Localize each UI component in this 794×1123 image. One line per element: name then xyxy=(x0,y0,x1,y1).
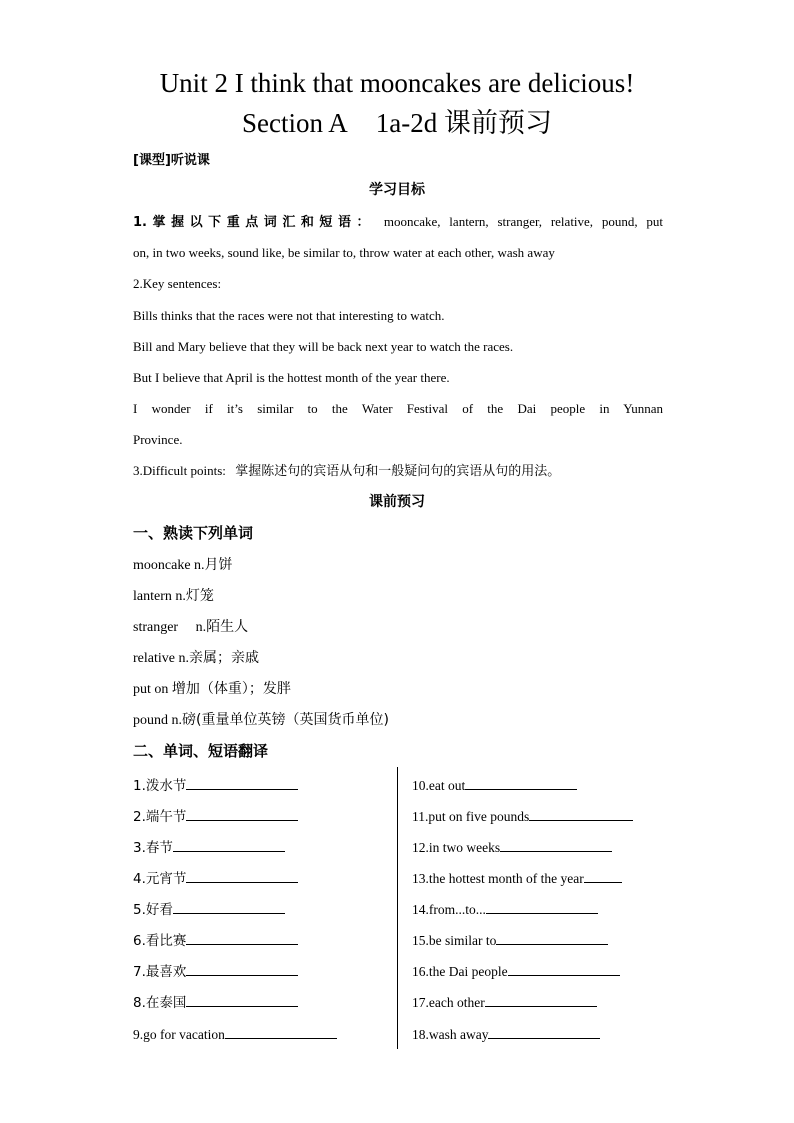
objective-1 xyxy=(133,213,663,232)
translation-item: 6.看比赛 xyxy=(133,930,298,950)
vocab-item: pound n.磅(重量单位英镑（英国货币单位) xyxy=(133,712,389,728)
translation-item: 13.the hottest month of the year xyxy=(412,868,622,888)
section-range: 1a-2d 课前预习 xyxy=(375,108,552,138)
translation-item: 15.be similar to xyxy=(412,930,608,950)
key-sentence-3: But I believe that April is the hottest month of the year there. xyxy=(133,370,450,385)
answer-blank[interactable] xyxy=(173,837,285,852)
translation-item: 2.端午节 xyxy=(133,806,298,826)
translation-item: 7.最喜欢 xyxy=(133,961,298,981)
objective-1-label: 1.掌握以下重点词汇和短语： xyxy=(133,215,376,230)
vocab-item: lantern n.灯笼 xyxy=(133,588,214,604)
answer-blank[interactable] xyxy=(186,930,298,945)
preview-heading: 课前预习 xyxy=(369,494,425,510)
column-divider xyxy=(397,767,398,1049)
key-sentence-4: I wonder if it’s similar to the Water Festival of the Dai people in Yunnan xyxy=(133,401,663,416)
answer-blank[interactable] xyxy=(186,806,298,821)
translation-item: 12.in two weeks xyxy=(412,837,612,857)
objective-3 xyxy=(133,462,663,481)
unit-title: Unit 2 I think that mooncakes are delicious! xyxy=(159,68,635,98)
section-label: Section A xyxy=(242,108,348,138)
answer-blank[interactable] xyxy=(485,992,597,1007)
translation-item: 18.wash away xyxy=(412,1024,600,1044)
answer-blank[interactable] xyxy=(500,837,612,852)
answer-blank[interactable] xyxy=(486,899,598,914)
translation-item: 10.eat out xyxy=(412,775,577,795)
section-1-title: 一、熟读下列单词 xyxy=(133,524,254,542)
objective-1-text-a: mooncake, lantern, stranger, relative, pound, put xyxy=(383,214,664,229)
answer-blank[interactable] xyxy=(488,1024,600,1039)
answer-blank[interactable] xyxy=(465,775,577,790)
answer-blank[interactable] xyxy=(508,961,620,976)
translation-item: 3.春节 xyxy=(133,837,285,857)
translation-item: 14.from...to... xyxy=(412,899,598,919)
translation-item: 9.go for vacation xyxy=(133,1024,337,1044)
answer-blank[interactable] xyxy=(173,899,285,914)
translation-item: 4.元宵节 xyxy=(133,868,298,888)
translation-item: 11.put on five pounds xyxy=(412,806,633,826)
vocab-item: mooncake n.月饼 xyxy=(133,557,233,573)
objectives-heading: 学习目标 xyxy=(369,182,425,198)
key-sentence-2: Bill and Mary believe that they will be back next year to watch the races. xyxy=(133,339,514,354)
answer-blank[interactable] xyxy=(186,868,298,883)
objective-1-text-b: on, in two weeks, sound like, be similar to, throw water at each other, wash away xyxy=(133,245,555,260)
translation-item: 16.the Dai people xyxy=(412,961,620,981)
key-sentence-1: Bills thinks that the races were not that interesting to watch. xyxy=(133,308,445,323)
translation-item: 1.泼水节 xyxy=(133,775,298,795)
vocab-item: relative n.亲属；亲戚 xyxy=(133,650,259,666)
translation-item: 8.在泰国 xyxy=(133,992,298,1012)
answer-blank[interactable] xyxy=(584,868,622,883)
answer-blank[interactable] xyxy=(186,961,298,976)
vocab-item: put on 增加（体重）；发胖 xyxy=(133,681,291,697)
objective-3-text: 掌握陈述句的宾语从句和一般疑问句的宾语从句的用法。 xyxy=(235,464,561,479)
objective-2-label: 2.Key sentences: xyxy=(133,276,222,291)
answer-blank[interactable] xyxy=(225,1024,337,1039)
section-title xyxy=(0,106,794,140)
vocab-item: stranger n.陌生人 xyxy=(133,619,249,635)
course-type: [课型]听说课 xyxy=(133,153,210,168)
objective-3-label: 3.Difficult points: xyxy=(133,463,226,478)
answer-blank[interactable] xyxy=(186,775,298,790)
answer-blank[interactable] xyxy=(529,806,633,821)
section-2-title: 二、单词、短语翻译 xyxy=(133,742,269,760)
key-sentence-4-cont: Province. xyxy=(133,432,183,447)
translation-item: 5.好看 xyxy=(133,899,285,919)
translation-item: 17.each other xyxy=(412,992,597,1012)
answer-blank[interactable] xyxy=(186,992,298,1007)
answer-blank[interactable] xyxy=(496,930,608,945)
